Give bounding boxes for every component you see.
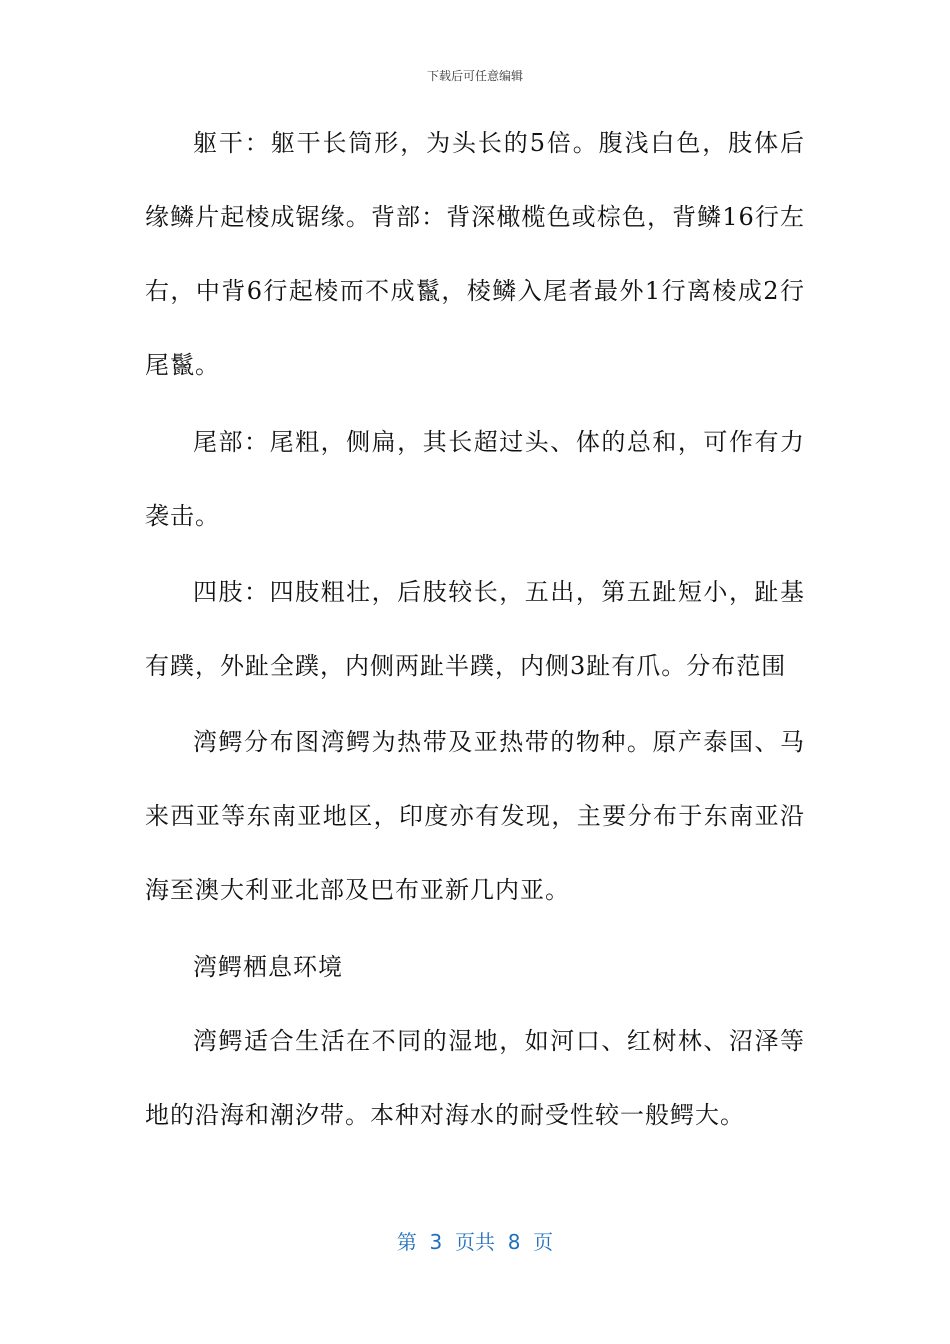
paragraph-text: 躯干：躯干长筒形，为头长的5倍。腹浅白色，肢体后缘鳞片起棱成锯缘。背部：背深橄榄色或棕色，背鳞16行左右，中背6行起棱而不成鬣，棱鳞入尾者最外1行离棱成2行尾鬣。 bbox=[145, 129, 805, 379]
paragraph-distribution bbox=[145, 705, 805, 927]
paragraph-text: 湾鳄适合生活在不同的湿地，如河口、红树林、沼泽等地的沿海和潮汐带。本种对海水的耐受性较一般鳄大。 bbox=[145, 1027, 805, 1129]
paragraph-tail bbox=[145, 405, 805, 553]
page-header: 下载后可任意编辑 bbox=[426, 69, 523, 83]
heading-text: 湾鳄栖息环境 bbox=[193, 953, 343, 981]
paragraph-text: 湾鳄分布图湾鳄为热带及亚热带的物种。原产泰国、马来西亚等东南亚地区，印度亦有发现，主要分布于东南亚沿海至澳大利亚北部及巴布亚新几内亚。 bbox=[145, 728, 805, 904]
paragraph-trunk bbox=[145, 106, 805, 402]
paragraph-habitat bbox=[145, 1004, 805, 1152]
paragraph-text: 四肢：四肢粗壮，后肢较长，五出，第五趾短小，趾基有蹼，外趾全蹼，内侧两趾半蹼，内侧3趾有爪。分布范围 bbox=[145, 578, 805, 680]
paragraph-limbs bbox=[145, 555, 805, 703]
section-heading-habitat bbox=[145, 930, 805, 1004]
page-number-footer: 第 3 页共 8 页 bbox=[396, 1230, 554, 1254]
paragraph-text: 尾部：尾粗，侧扁，其长超过头、体的总和，可作有力袭击。 bbox=[145, 428, 805, 530]
